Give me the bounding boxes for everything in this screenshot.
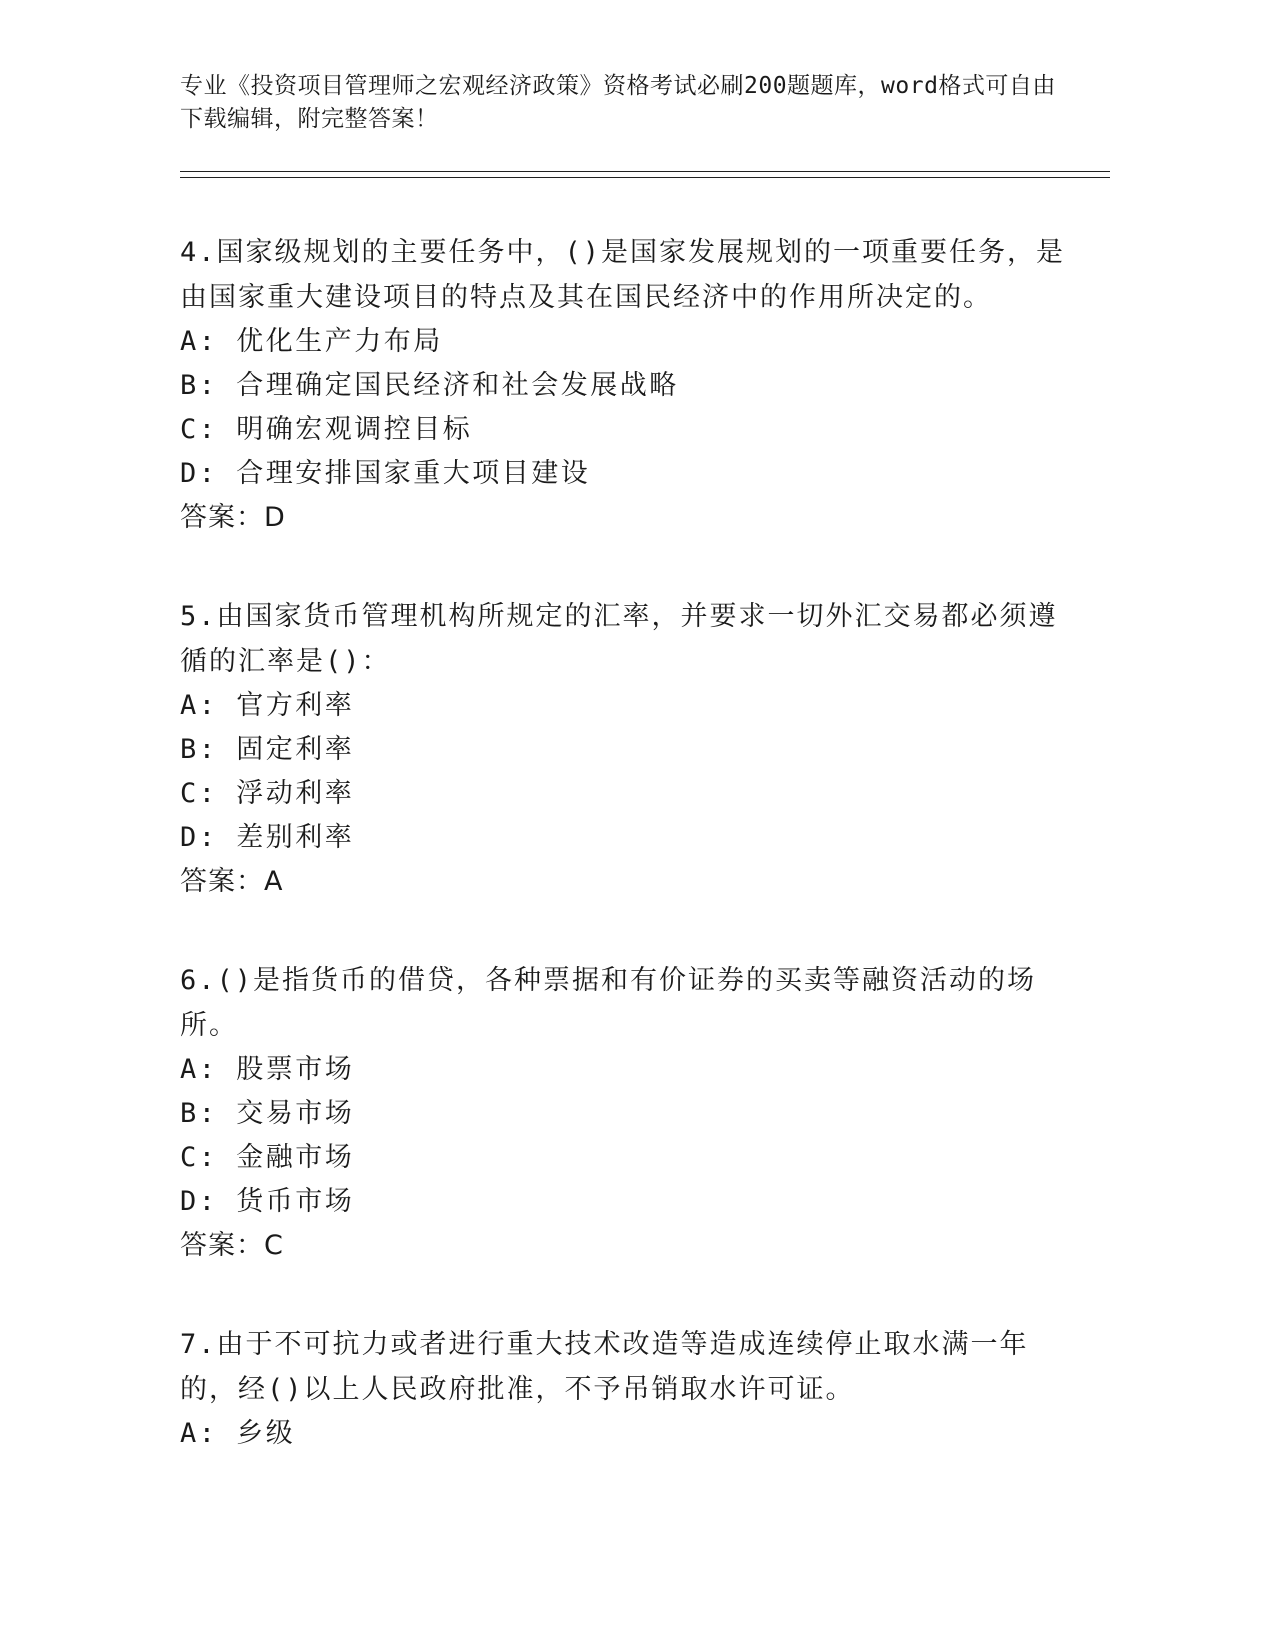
- question-7: [180, 1322, 1080, 1456]
- option-d: D: 货币市场: [180, 1186, 355, 1217]
- option-b: B: 固定利率: [180, 734, 355, 765]
- question-4: [180, 230, 1080, 540]
- question-text: 6.()是指货币的借贷，各种票据和有价证券的买卖等融资活动的场所。: [180, 965, 1037, 1041]
- answer: 答案：A: [180, 866, 284, 897]
- answer: 答案：C: [180, 1230, 284, 1261]
- answer: 答案：D: [180, 502, 286, 533]
- header-divider-bottom: [180, 177, 1110, 178]
- option-c: C: 浮动利率: [180, 778, 355, 809]
- question-6: [180, 958, 1080, 1268]
- header-divider-top: [180, 171, 1110, 172]
- option-b: B: 交易市场: [180, 1098, 355, 1129]
- option-d: D: 合理安排国家重大项目建设: [180, 458, 591, 489]
- option-a: A: 优化生产力布局: [180, 326, 443, 357]
- question-text: 4.国家级规划的主要任务中，()是国家发展规划的一项重要任务，是由国家重大建设项目的特点及其在国民经济中的作用所决定的。: [180, 237, 1066, 313]
- option-a: A: 股票市场: [180, 1054, 355, 1085]
- option-b: B: 合理确定国民经济和社会发展战略: [180, 370, 679, 401]
- question-list: [180, 230, 1080, 1510]
- option-a: A: 官方利率: [180, 690, 355, 721]
- document-header: 专业《投资项目管理师之宏观经济政策》资格考试必刷200题题库，word格式可自由下载编辑，附完整答案！: [180, 73, 1056, 132]
- question-text: 5.由国家货币管理机构所规定的汇率，并要求一切外汇交易都必须遵循的汇率是()：: [180, 601, 1058, 677]
- option-a: A: 乡级: [180, 1418, 296, 1449]
- question-5: [180, 594, 1080, 904]
- option-d: D: 差别利率: [180, 822, 355, 853]
- option-c: C: 金融市场: [180, 1142, 355, 1173]
- question-text: 7.由于不可抗力或者进行重大技术改造等造成连续停止取水满一年的，经()以上人民政府批准，不予吊销取水许可证。: [180, 1329, 1029, 1405]
- option-c: C: 明确宏观调控目标: [180, 414, 473, 445]
